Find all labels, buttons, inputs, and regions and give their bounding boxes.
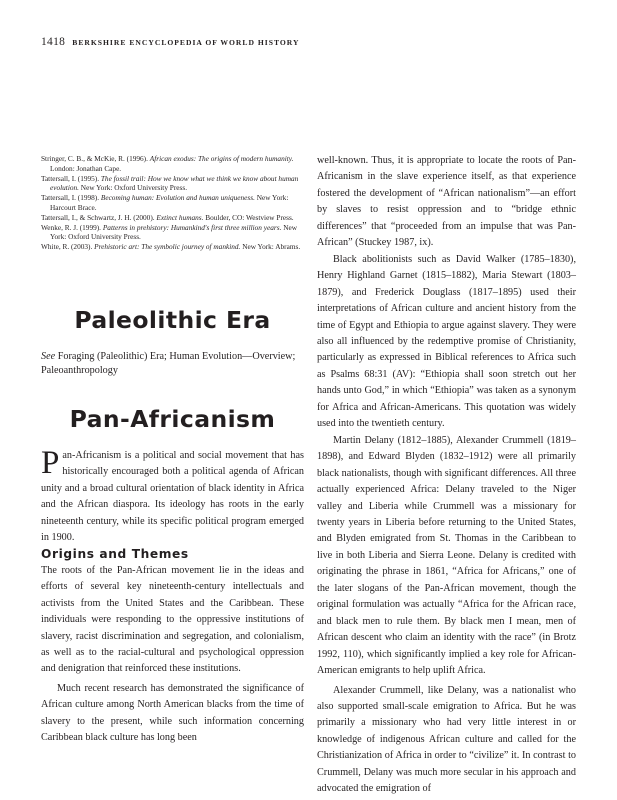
paragraph: Black abolitionists such as David Walker (1785–1830), Henry Highland Garnet (1815–1882), Maria Stewart (1803–1879), and Frederick Douglass (1817–1895) used their interpretations of African culture and ancient history from the time of Egypt and Ethiopia to argue against slavery. They were also all influenced by the redemptive promise of Christianity, particularly as expressed in Biblical references to Africa such as Psalms 68:31 (AV): “Ethiopia shall soon stretch out her hands unto God,” in which “Ethiopia” was taken as a synonym for Africa and African-Americans. This quotation was widely used into the twentieth century. [317, 253, 576, 430]
reference-entry: Tattersall, I. (1995). The fossil trail: How we know what we think we know about human evolution. New York: Oxford University Press. [41, 173, 299, 193]
see-also-paleolithic [41, 350, 304, 377]
reference-entry: White, R. (2003). Prehistoric art: The symbolic journey of mankind. New York: Abrams. [41, 242, 301, 252]
article-intro [41, 445, 304, 546]
page-number: 1418 [41, 36, 66, 48]
reference-list [41, 154, 304, 252]
running-title: BERKSHIRE ENCYCLOPEDIA OF WORLD HISTORY [72, 38, 300, 47]
paragraph: Alexander Crummell, like Delany, was a nationalist who also supported small-scale emigration to Africa. But he was primarily a missionary who had very little interest in or knowledge of indigenous African culture and called for the Christianization of Africa in order to “civilize” it. In contrast to Crummell, Delany was much more secular in his approach and advocated the emigration of [317, 684, 576, 795]
intro-text: an-Africanism is a political and social movement that has historically encouraged both a political agenda of African unity and a broad cultural orientation of black identity in Africa and the African diaspora. Its ideology has roots in the early nineteenth century, while its specific political program emerged in 1900. [41, 450, 304, 544]
reference-entry: Wenke, R. J. (1999). Patterns in prehistory: Humankind's first three million years. New York: Oxford University Press. [41, 222, 298, 242]
reference-entry: Tattersall, I. (1998). Becoming human: Evolution and human uniqueness. New York: Harcourt Brace. [41, 193, 289, 212]
see-label: See [41, 351, 56, 362]
see-links: Foraging (Paleolithic) Era; Human Evolution—Overview; Paleoanthropology [41, 351, 296, 376]
section-heading: Origins and Themes [41, 547, 189, 561]
paragraph: The roots of the Pan-African movement lie in the ideas and efforts of several key nineteenth-century intellectuals and activists from the United States and the Caribbean. These individuals were responding to the oppressive institutions of slavery, racist discrimination and segregation, and colonialism, as well as to the racial-cultural and psychological oppression and denigration that reinforced these institutions. [41, 565, 304, 675]
paragraph: well-known. Thus, it is appropriate to locate the roots of Pan-Africanism in the slave experience itself, as that experience fostered the development of “African nationalism”—an effort by slaves to resist oppression and to “bridge ethnic differences” that “proceeded from an impulse that was Pan-African” (Stuckey 1987, ix). [317, 155, 576, 249]
drop-cap: P [41, 445, 60, 481]
article-title-paleolithic: Paleolithic Era [74, 306, 271, 334]
reference-entry: Tattersall, I., & Schwartz, J. H. (2000). Extinct humans. Boulder, CO: Westview Press. [41, 212, 294, 222]
running-head [41, 36, 299, 48]
body-text-left [41, 563, 304, 746]
reference-entry: Stringer, C. B., & McKie, R. (1996). African exodus: The origins of modern humanity. London: Jonathan Cape. [41, 154, 294, 173]
paragraph: Martin Delany (1812–1885), Alexander Crummell (1819–1898), and Edward Blyden (1832–1912) were all primarily black nationalists, though with significant differences. All three actually experienced Africa: Delany traveled to the Niger valley and Liberia while Crummell was a missionary for twenty years in Liberia before returning to the United States, and Blyden emigrated from St. Thomas in the Caribbean to live in both Liberia and Sierra Leone. Delany is credited with originating the phrase in 1861, “Africa for Africans,” one of the later slogans of the Pan-African movement, though the original formulation was actually “Africa for the African race, and black men to rule them. By black men I mean, men of African descent who claim an identity with the race” (in Brotz 1992, 110), which significantly implied a key role for African-American emigrants to help uplift Africa. [317, 434, 576, 677]
body-text-right [317, 153, 576, 798]
paragraph: Much recent research has demonstrated the significance of African culture among North American blacks from the time of slavery to the present, while such information concerning Caribbean black culture has long been [41, 682, 304, 744]
article-title-pan-africanism: Pan-Africanism [69, 405, 276, 433]
